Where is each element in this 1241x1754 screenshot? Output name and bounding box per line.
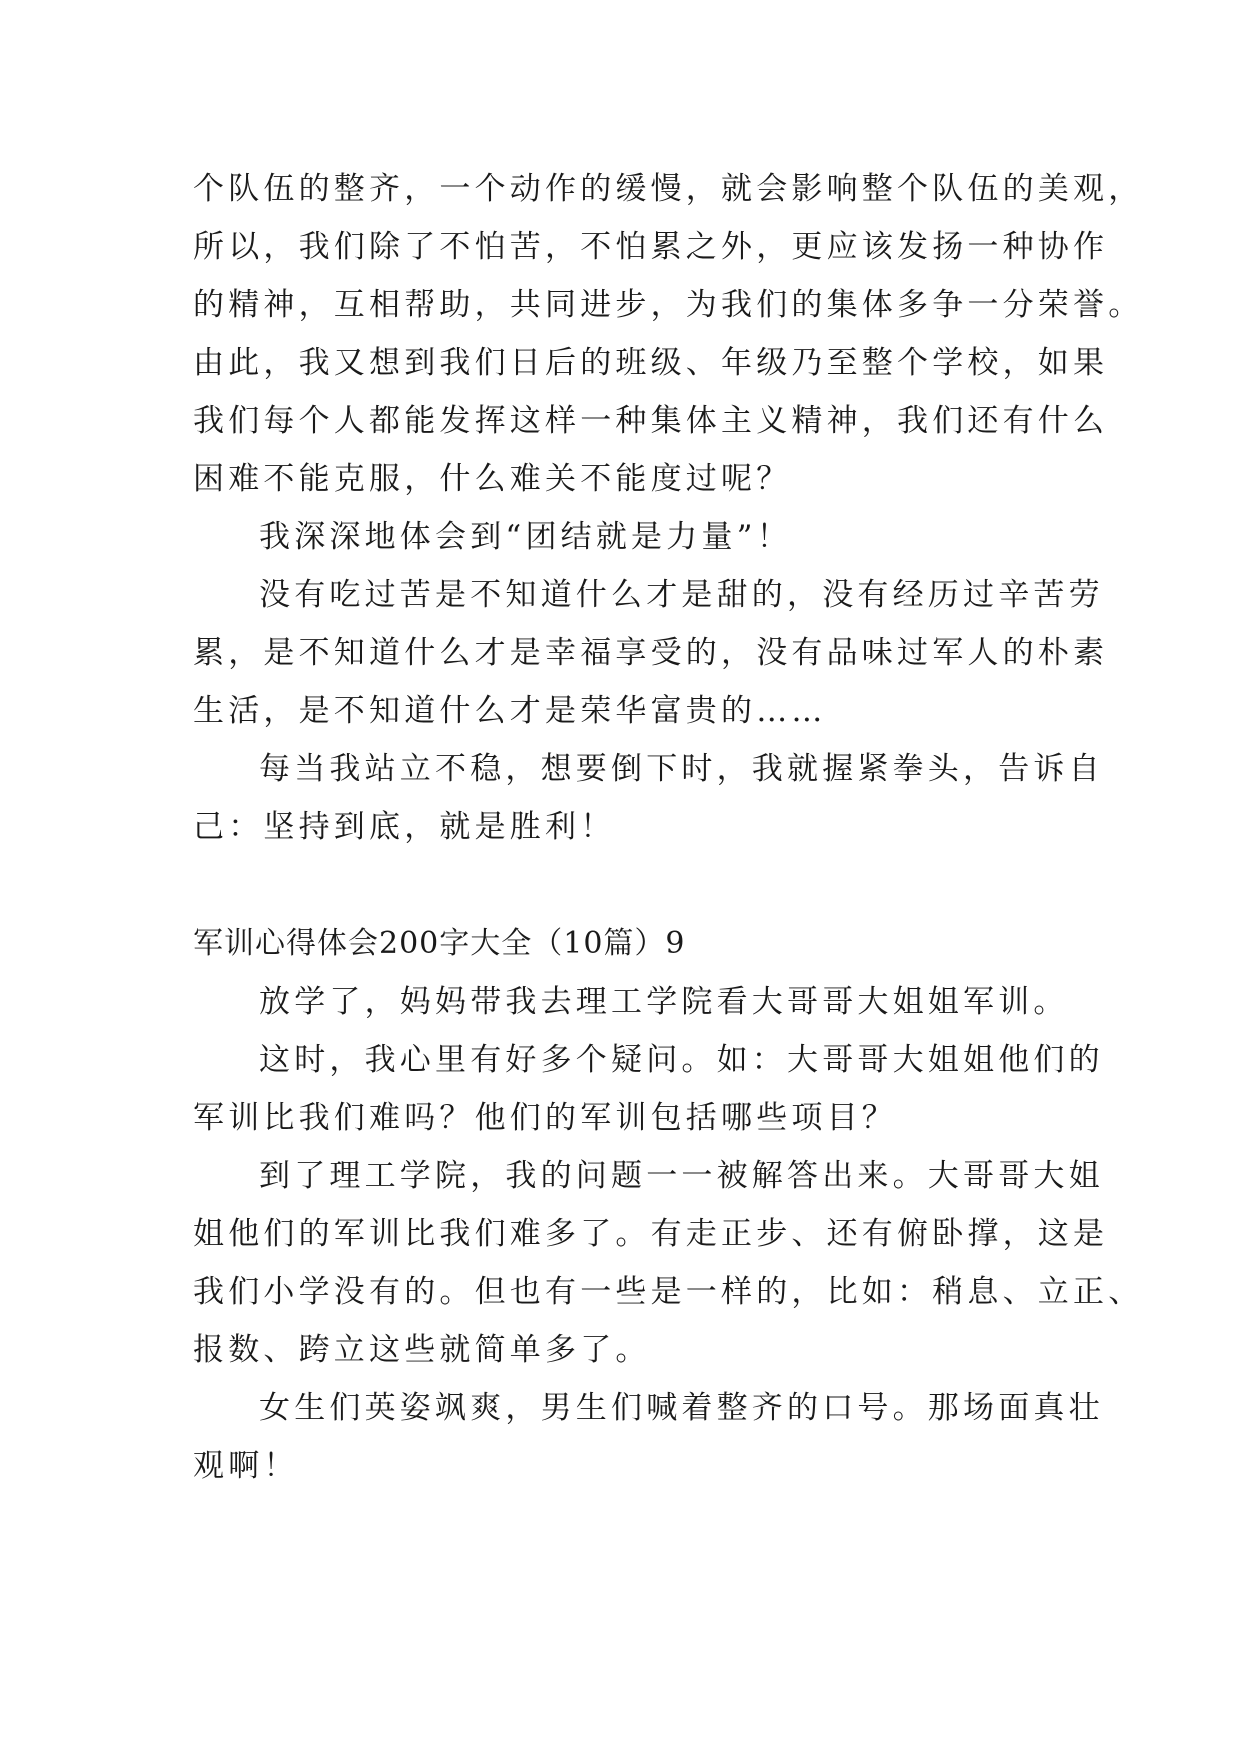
paragraph-line: 放学了，妈妈带我去理工学院看大哥哥大姐姐军训。 [259, 984, 1069, 1020]
paragraph-line: 每当我站立不稳，想要倒下时，我就握紧拳头，告诉自 [259, 751, 1104, 787]
text-line: 个队伍的整齐，一个动作的缓慢，就会影响整个队伍的美观， [193, 171, 1144, 207]
section-heading: 军训心得体会200字大全（10篇）9 [193, 926, 686, 961]
paragraph-line: 我深深地体会到“团结就是力量”！ [259, 519, 792, 555]
text-line: 军训比我们难吗？他们的军训包括哪些项目？ [193, 1100, 897, 1136]
text-line: 的精神，互相帮助，共同进步，为我们的集体多争一分荣誉。 [193, 287, 1144, 323]
text-line: 生活，是不知道什么才是荣华富贵的…… [193, 693, 827, 729]
text-line: 累，是不知道什么才是幸福享受的，没有品味过军人的朴素 [193, 635, 1109, 671]
text-line: 己：坚持到底，就是胜利！ [193, 809, 616, 845]
text-line: 姐他们的军训比我们难多了。有走正步、还有俯卧撑，这是 [193, 1216, 1109, 1252]
paragraph-line: 到了理工学院，我的问题一一被解答出来。大哥哥大姐 [259, 1158, 1104, 1194]
text-line: 困难不能克服，什么难关不能度过呢？ [193, 461, 792, 497]
text-line: 我们小学没有的。但也有一些是一样的，比如：稍息、立正、 [193, 1274, 1144, 1310]
text-line: 观啊！ [193, 1448, 299, 1484]
paragraph-line: 这时，我心里有好多个疑问。如：大哥哥大姐姐他们的 [259, 1042, 1104, 1078]
text-line: 我们每个人都能发挥这样一种集体主义精神，我们还有什么 [193, 403, 1109, 439]
paragraph-line: 没有吃过苦是不知道什么才是甜的，没有经历过辛苦劳 [259, 577, 1104, 613]
text-line: 报数、跨立这些就简单多了。 [193, 1332, 651, 1368]
paragraph-line: 女生们英姿飒爽，男生们喊着整齐的口号。那场面真壮 [259, 1390, 1104, 1426]
text-line: 所以，我们除了不怕苦，不怕累之外，更应该发扬一种协作 [193, 229, 1109, 265]
text-line: 由此，我又想到我们日后的班级、年级乃至整个学校，如果 [193, 345, 1109, 381]
